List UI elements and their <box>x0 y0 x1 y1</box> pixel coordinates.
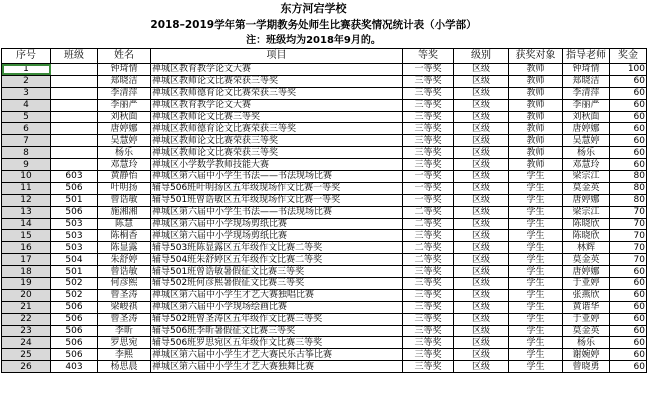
cell-class[interactable]: 503 <box>51 218 98 230</box>
cell-name[interactable]: 杨乐 <box>98 147 151 159</box>
cell-target[interactable]: 学生 <box>509 254 563 266</box>
cell-award[interactable]: 三等奖 <box>403 289 454 301</box>
cell-target[interactable]: 教师 <box>509 159 563 171</box>
cell-target[interactable]: 教师 <box>509 75 563 87</box>
cell-index[interactable]: 11 <box>2 182 51 194</box>
cell-bonus[interactable]: 60 <box>610 313 647 325</box>
cell-level[interactable]: 区级 <box>454 147 509 159</box>
table-row <box>2 301 647 313</box>
cell-bonus[interactable]: 60 <box>610 159 647 171</box>
cell-name[interactable]: 李熙 <box>98 349 151 361</box>
cell-name[interactable]: 施湘湘 <box>98 206 151 218</box>
cell-class[interactable]: 506 <box>51 349 98 361</box>
cell-advisor[interactable]: 李丽严 <box>563 99 610 111</box>
cell-class[interactable]: 403 <box>51 361 98 373</box>
table-row <box>2 289 647 301</box>
cell-target[interactable]: 教师 <box>509 111 563 123</box>
cell-index[interactable]: 15 <box>2 230 51 242</box>
table-row <box>2 218 647 230</box>
cell-class[interactable]: 504 <box>51 254 98 266</box>
cell-project[interactable]: 辅导501班曾诰敏暑假征文比赛三等奖 <box>151 266 403 278</box>
cell-level[interactable]: 区级 <box>454 266 509 278</box>
cell-target[interactable]: 学生 <box>509 289 563 301</box>
cell-name[interactable]: 叶明扬 <box>98 182 151 194</box>
cell-bonus[interactable]: 60 <box>610 75 647 87</box>
cell-advisor[interactable]: 张燕欣 <box>563 289 610 301</box>
cell-advisor[interactable]: 杨乐 <box>563 337 610 349</box>
column-header[interactable]: 等奖 <box>403 49 454 64</box>
cell-class[interactable]: 603 <box>51 171 98 183</box>
cell-advisor[interactable]: 唐婷娜 <box>563 194 610 206</box>
cell-project[interactable]: 禅城区第六届中小学现场绘画比赛 <box>151 301 403 313</box>
table-note: 注：班级均为2018年9月的。 <box>246 35 381 46</box>
cell-project[interactable]: 禅城区第六届中小学生才艺大赛独唱比赛 <box>151 289 403 301</box>
table-row <box>2 194 647 206</box>
cell-project[interactable]: 禅城区教师论文比赛荣获三等奖 <box>151 135 403 147</box>
table-row <box>2 75 647 87</box>
cell-target[interactable]: 学生 <box>509 337 563 349</box>
cell-project[interactable]: 禅城区教师论文比赛三等奖 <box>151 111 403 123</box>
cell-bonus[interactable]: 60 <box>610 147 647 159</box>
cell-name[interactable]: 罗思宛 <box>98 337 151 349</box>
cell-index[interactable]: 24 <box>2 337 51 349</box>
award-table <box>1 48 647 373</box>
cell-advisor[interactable]: 唐婷娜 <box>563 123 610 135</box>
cell-class[interactable] <box>51 123 98 135</box>
cell-name[interactable]: 黄静怡 <box>98 171 151 183</box>
cell-award[interactable]: 三等奖 <box>403 135 454 147</box>
cell-target[interactable]: 学生 <box>509 266 563 278</box>
cell-level[interactable]: 区级 <box>454 123 509 135</box>
cell-index[interactable]: 10 <box>2 171 51 183</box>
table-row <box>2 230 647 242</box>
cell-project[interactable]: 辅导501班曾诰敏区五年级现场作文比赛一等奖 <box>151 194 403 206</box>
cell-bonus[interactable]: 60 <box>610 111 647 123</box>
cell-level[interactable]: 区级 <box>454 313 509 325</box>
cell-name[interactable]: 杨思晨 <box>98 361 151 373</box>
cell-advisor[interactable]: 于亚婷 <box>563 313 610 325</box>
cell-advisor[interactable]: 郑晓洁 <box>563 75 610 87</box>
cell-index[interactable]: 3 <box>2 87 51 99</box>
cell-award[interactable]: 三等奖 <box>403 301 454 313</box>
cell-project[interactable]: 辅导506班罗思宛区五年级作文比赛三等奖 <box>151 337 403 349</box>
cell-class[interactable]: 506 <box>51 313 98 325</box>
cell-index[interactable]: 12 <box>2 194 51 206</box>
cell-bonus[interactable]: 60 <box>610 361 647 373</box>
cell-bonus[interactable]: 70 <box>610 206 647 218</box>
cell-level[interactable]: 区级 <box>454 135 509 147</box>
cell-level[interactable]: 区级 <box>454 194 509 206</box>
cell-advisor[interactable]: 邓慧玲 <box>563 159 610 171</box>
cell-index[interactable]: 8 <box>2 147 51 159</box>
column-header[interactable]: 序号 <box>2 49 51 64</box>
cell-project[interactable]: 辅导504班朱舒婷区五年级作文比赛二等奖 <box>151 254 403 266</box>
cell-index[interactable]: 5 <box>2 111 51 123</box>
cell-class[interactable]: 506 <box>51 301 98 313</box>
cell-level[interactable]: 区级 <box>454 337 509 349</box>
table-row <box>2 361 647 373</box>
cell-index[interactable]: 20 <box>2 289 51 301</box>
cell-bonus[interactable]: 80 <box>610 182 647 194</box>
cell-project[interactable]: 辅导506班叶明扬区五年级现场作文比赛一等奖 <box>151 182 403 194</box>
table-row <box>2 266 647 278</box>
cell-award[interactable]: 一等奖 <box>403 64 454 76</box>
cell-bonus[interactable]: 80 <box>610 171 647 183</box>
cell-award[interactable]: 一等奖 <box>403 171 454 183</box>
column-header[interactable]: 班级 <box>51 49 98 64</box>
cell-award[interactable]: 三等奖 <box>403 147 454 159</box>
table-row <box>2 99 647 111</box>
school-title: 东方河宕学校 <box>280 2 347 15</box>
cell-advisor[interactable]: 谢婉婷 <box>563 349 610 361</box>
cell-bonus[interactable]: 60 <box>610 337 647 349</box>
cell-class[interactable]: 502 <box>51 278 98 290</box>
table-row <box>2 349 647 361</box>
cell-award[interactable]: 三等奖 <box>403 75 454 87</box>
cell-name[interactable]: 刘秋面 <box>98 111 151 123</box>
cell-level[interactable]: 区级 <box>454 171 509 183</box>
cell-index[interactable]: 26 <box>2 361 51 373</box>
cell-bonus[interactable]: 70 <box>610 254 647 266</box>
cell-target[interactable]: 教师 <box>509 147 563 159</box>
cell-index[interactable]: 16 <box>2 242 51 254</box>
cell-level[interactable]: 区级 <box>454 64 509 76</box>
cell-advisor[interactable]: 林辉 <box>563 242 610 254</box>
cell-target[interactable]: 教师 <box>509 64 563 76</box>
cell-advisor[interactable]: 曾晓勇 <box>563 361 610 373</box>
cell-target[interactable]: 学生 <box>509 361 563 373</box>
cell-award[interactable]: 三等奖 <box>403 87 454 99</box>
cell-advisor[interactable]: 梁宗江 <box>563 171 610 183</box>
cell-level[interactable]: 区级 <box>454 301 509 313</box>
cell-name[interactable]: 曾诰敏 <box>98 266 151 278</box>
cell-target[interactable]: 学生 <box>509 206 563 218</box>
cell-target[interactable]: 学生 <box>509 171 563 183</box>
column-header[interactable]: 指导老师 <box>563 49 610 64</box>
cell-name[interactable]: 何彦熙 <box>98 278 151 290</box>
cell-name[interactable]: 陈慧 <box>98 218 151 230</box>
cell-class[interactable]: 503 <box>51 242 98 254</box>
cell-index[interactable]: 25 <box>2 349 51 361</box>
cell-advisor[interactable]: 莫金英 <box>563 325 610 337</box>
cell-award[interactable]: 二等奖 <box>403 218 454 230</box>
cell-award[interactable]: 三等奖 <box>403 99 454 111</box>
cell-target[interactable]: 学生 <box>509 301 563 313</box>
cell-level[interactable]: 区级 <box>454 218 509 230</box>
cell-award[interactable]: 三等奖 <box>403 325 454 337</box>
cell-project[interactable]: 禅城区教师论文比赛荣获三等奖 <box>151 75 403 87</box>
cell-level[interactable]: 区级 <box>454 289 509 301</box>
table-row <box>2 87 647 99</box>
cell-name[interactable]: 梁峻祺 <box>98 301 151 313</box>
table-title: 2018–2019学年第一学期教务处师生比赛获奖情况统计表（小学部） <box>150 19 477 31</box>
cell-name[interactable]: 曾诰敏 <box>98 194 151 206</box>
cell-index[interactable]: 23 <box>2 325 51 337</box>
table-row <box>2 147 647 159</box>
cell-class[interactable]: 502 <box>51 289 98 301</box>
cell-name[interactable]: 吴慧婷 <box>98 135 151 147</box>
cell-name[interactable]: 曾圣涛 <box>98 289 151 301</box>
cell-award[interactable]: 三等奖 <box>403 361 454 373</box>
table-row <box>2 111 647 123</box>
cell-level[interactable]: 区级 <box>454 361 509 373</box>
table-row <box>2 278 647 290</box>
cell-class[interactable]: 506 <box>51 206 98 218</box>
table-row <box>2 182 647 194</box>
cell-award[interactable]: 三等奖 <box>403 159 454 171</box>
cell-index[interactable]: 7 <box>2 135 51 147</box>
cell-target[interactable]: 学生 <box>509 182 563 194</box>
cell-target[interactable]: 学生 <box>509 242 563 254</box>
table-row <box>2 64 647 76</box>
cell-class[interactable] <box>51 111 98 123</box>
cell-index[interactable]: 1 <box>2 64 51 76</box>
cell-class[interactable]: 503 <box>51 230 98 242</box>
cell-name[interactable]: 邓慧玲 <box>98 159 151 171</box>
cell-index[interactable]: 9 <box>2 159 51 171</box>
cell-level[interactable]: 区级 <box>454 349 509 361</box>
cell-advisor[interactable]: 吴慧婷 <box>563 135 610 147</box>
cell-index[interactable]: 14 <box>2 218 51 230</box>
cell-bonus[interactable]: 70 <box>610 242 647 254</box>
column-header[interactable]: 奖金 <box>610 49 647 64</box>
cell-project[interactable]: 辅导502班何彦熙暑假征文比赛三等奖 <box>151 278 403 290</box>
cell-advisor[interactable]: 于亚婷 <box>563 278 610 290</box>
cell-class[interactable]: 506 <box>51 337 98 349</box>
cell-class[interactable] <box>51 87 98 99</box>
cell-class[interactable]: 506 <box>51 325 98 337</box>
cell-target[interactable]: 教师 <box>509 87 563 99</box>
cell-project[interactable]: 辅导502班曾圣涛区五年级作文比赛三等奖 <box>151 313 403 325</box>
cell-name[interactable]: 陈显露 <box>98 242 151 254</box>
cell-index[interactable]: 19 <box>2 278 51 290</box>
cell-award[interactable]: 三等奖 <box>403 266 454 278</box>
cell-project[interactable]: 辅导506班李昕暑假征文比赛三等奖 <box>151 325 403 337</box>
cell-award[interactable]: 三等奖 <box>403 278 454 290</box>
cell-level[interactable]: 区级 <box>454 325 509 337</box>
cell-advisor[interactable]: 刘秋面 <box>563 111 610 123</box>
cell-index[interactable]: 17 <box>2 254 51 266</box>
cell-project[interactable]: 禅城区第六届中小学现场剪纸比赛 <box>151 218 403 230</box>
cell-target[interactable]: 学生 <box>509 325 563 337</box>
cell-class[interactable] <box>51 135 98 147</box>
cell-name[interactable]: 唐婷娜 <box>98 123 151 135</box>
cell-bonus[interactable]: 60 <box>610 278 647 290</box>
cell-award[interactable]: 一等奖 <box>403 194 454 206</box>
cell-advisor[interactable]: 唐婷娜 <box>563 266 610 278</box>
cell-class[interactable]: 501 <box>51 194 98 206</box>
cell-level[interactable]: 区级 <box>454 182 509 194</box>
cell-index[interactable]: 2 <box>2 75 51 87</box>
cell-name[interactable]: 李昕 <box>98 325 151 337</box>
cell-project[interactable]: 禅城区小学数学教师技能大赛 <box>151 159 403 171</box>
cell-class[interactable] <box>51 147 98 159</box>
cell-advisor[interactable]: 李清萍 <box>563 87 610 99</box>
cell-project[interactable]: 禅城区第六届中小学生书法——书法现场比赛 <box>151 171 403 183</box>
cell-project[interactable]: 禅城区第六届中小学现场剪纸比赛 <box>151 230 403 242</box>
table-row <box>2 337 647 349</box>
table-row <box>2 135 647 147</box>
cell-name[interactable]: 朱舒婷 <box>98 254 151 266</box>
cell-level[interactable]: 区级 <box>454 111 509 123</box>
column-header[interactable]: 级别 <box>454 49 509 64</box>
cell-level[interactable]: 区级 <box>454 99 509 111</box>
cell-target[interactable]: 学生 <box>509 218 563 230</box>
cell-level[interactable]: 区级 <box>454 242 509 254</box>
cell-level[interactable]: 区级 <box>454 75 509 87</box>
cell-award[interactable]: 三等奖 <box>403 230 454 242</box>
cell-project[interactable]: 禅城区教师德育论文比赛荣获三等奖 <box>151 123 403 135</box>
cell-bonus[interactable]: 60 <box>610 325 647 337</box>
cell-level[interactable]: 区级 <box>454 254 509 266</box>
cell-target[interactable]: 学生 <box>509 278 563 290</box>
cell-bonus[interactable]: 60 <box>610 123 647 135</box>
cell-target[interactable]: 学生 <box>509 349 563 361</box>
cell-advisor[interactable]: 莫金英 <box>563 182 610 194</box>
cell-class[interactable]: 501 <box>51 266 98 278</box>
cell-class[interactable] <box>51 75 98 87</box>
cell-index[interactable]: 22 <box>2 313 51 325</box>
cell-award[interactable]: 三等奖 <box>403 111 454 123</box>
cell-name[interactable]: 钟琦情 <box>98 64 151 76</box>
cell-project[interactable]: 禅城区第六届中小学生才艺大赛独舞比赛 <box>151 361 403 373</box>
table-row <box>2 242 647 254</box>
cell-award[interactable]: 二等奖 <box>403 254 454 266</box>
cell-advisor[interactable]: 莫金英 <box>563 254 610 266</box>
cell-index[interactable]: 18 <box>2 266 51 278</box>
cell-class[interactable] <box>51 159 98 171</box>
cell-advisor[interactable]: 梁宗江 <box>563 206 610 218</box>
column-header[interactable]: 项目 <box>151 49 403 64</box>
cell-target[interactable]: 学生 <box>509 194 563 206</box>
table-body <box>2 64 647 373</box>
cell-index[interactable]: 6 <box>2 123 51 135</box>
cell-name[interactable]: 曾圣涛 <box>98 313 151 325</box>
cell-award[interactable]: 三等奖 <box>403 313 454 325</box>
cell-project[interactable]: 禅城区教师德育论文比赛荣获三等奖 <box>151 87 403 99</box>
cell-award[interactable]: 一等奖 <box>403 182 454 194</box>
cell-bonus[interactable]: 70 <box>610 218 647 230</box>
cell-bonus[interactable]: 60 <box>610 349 647 361</box>
cell-bonus[interactable]: 60 <box>610 266 647 278</box>
table-row <box>2 159 647 171</box>
cell-target[interactable]: 学生 <box>509 313 563 325</box>
table-row <box>2 206 647 218</box>
cell-target[interactable]: 教师 <box>509 123 563 135</box>
cell-level[interactable]: 区级 <box>454 159 509 171</box>
cell-advisor[interactable]: 陈晓欣 <box>563 218 610 230</box>
cell-bonus[interactable]: 70 <box>610 230 647 242</box>
cell-award[interactable]: 三等奖 <box>403 349 454 361</box>
table-row <box>2 313 647 325</box>
table-row <box>2 123 647 135</box>
cell-award[interactable]: 三等奖 <box>403 337 454 349</box>
cell-name[interactable]: 李清萍 <box>98 87 151 99</box>
cell-award[interactable]: 二等奖 <box>403 242 454 254</box>
cell-bonus[interactable]: 60 <box>610 99 647 111</box>
cell-name[interactable]: 郑晓洁 <box>98 75 151 87</box>
cell-target[interactable]: 教师 <box>509 99 563 111</box>
cell-target[interactable]: 学生 <box>509 230 563 242</box>
cell-award[interactable]: 二等奖 <box>403 206 454 218</box>
column-header[interactable]: 获奖对象 <box>509 49 563 64</box>
table-row <box>2 325 647 337</box>
cell-project[interactable]: 禅城区教育教学论文大赛 <box>151 64 403 76</box>
cell-bonus[interactable]: 60 <box>610 289 647 301</box>
cell-project[interactable]: 禅城区教师论文比赛荣获三等奖 <box>151 147 403 159</box>
cell-bonus[interactable]: 60 <box>610 87 647 99</box>
column-header[interactable]: 姓名 <box>98 49 151 64</box>
cell-level[interactable]: 区级 <box>454 278 509 290</box>
cell-index[interactable]: 21 <box>2 301 51 313</box>
table-row <box>2 254 647 266</box>
cell-target[interactable]: 教师 <box>509 135 563 147</box>
cell-class[interactable] <box>51 64 98 76</box>
cell-bonus[interactable]: 80 <box>610 194 647 206</box>
header-row <box>2 49 647 64</box>
cell-index[interactable]: 4 <box>2 99 51 111</box>
cell-name[interactable]: 李丽严 <box>98 99 151 111</box>
cell-name[interactable]: 陈桐香 <box>98 230 151 242</box>
cell-project[interactable]: 禅城区第六届中小学生书法——书法现场比赛 <box>151 206 403 218</box>
cell-level[interactable]: 区级 <box>454 206 509 218</box>
cell-bonus[interactable]: 100 <box>610 64 647 76</box>
cell-class[interactable] <box>51 99 98 111</box>
cell-index[interactable]: 13 <box>2 206 51 218</box>
cell-class[interactable]: 506 <box>51 182 98 194</box>
cell-level[interactable]: 区级 <box>454 230 509 242</box>
cell-advisor[interactable]: 陈晓欣 <box>563 230 610 242</box>
cell-level[interactable]: 区级 <box>454 87 509 99</box>
cell-award[interactable]: 三等奖 <box>403 123 454 135</box>
spreadsheet <box>1 0 645 373</box>
cell-advisor[interactable]: 黄谐华 <box>563 301 610 313</box>
cell-bonus[interactable]: 60 <box>610 301 647 313</box>
table-row <box>2 171 647 183</box>
cell-project[interactable]: 禅城区教育教学论文大赛 <box>151 99 403 111</box>
cell-advisor[interactable]: 钟琦情 <box>563 64 610 76</box>
cell-bonus[interactable]: 60 <box>610 135 647 147</box>
cell-project[interactable]: 禅城区第六届中小学生才艺大赛民乐古筝比赛 <box>151 349 403 361</box>
cell-advisor[interactable]: 杨乐 <box>563 147 610 159</box>
cell-project[interactable]: 辅导503班陈显露区五年级作文比赛二等奖 <box>151 242 403 254</box>
